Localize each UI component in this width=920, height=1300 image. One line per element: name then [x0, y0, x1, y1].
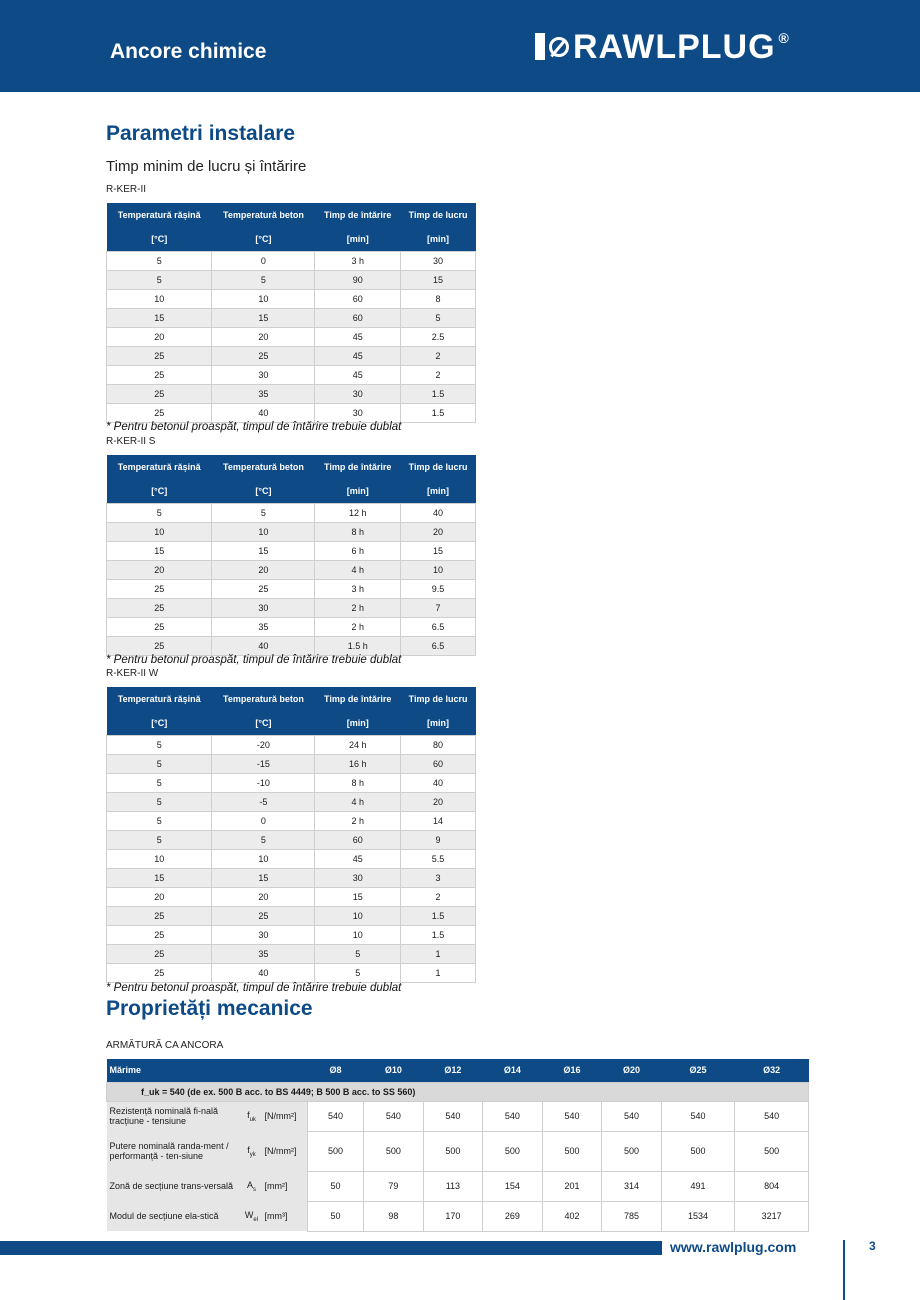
table-cell: 1 — [401, 963, 476, 982]
table-cell: 201 — [542, 1171, 602, 1201]
table-cell: 6.5 — [401, 636, 476, 655]
column-header-diameter: Ø12 — [423, 1059, 483, 1082]
table-cell: 40 — [212, 636, 315, 655]
table-cell: 2 — [401, 365, 476, 384]
table-cell: 540 — [308, 1101, 364, 1131]
table-cell: 20 — [212, 327, 315, 346]
column-header: Timp de întărire — [315, 687, 401, 711]
table-row — [107, 617, 476, 636]
table-cell: 6.5 — [401, 617, 476, 636]
table-cell: 35 — [212, 944, 315, 963]
table-cell: 8 h — [315, 522, 401, 541]
column-header-size: Mărime — [107, 1059, 308, 1082]
table-cell: 60 — [401, 754, 476, 773]
table-cell: 2 h — [315, 811, 401, 830]
table-cell: 500 — [661, 1131, 735, 1171]
table-cell: 79 — [364, 1171, 424, 1201]
table-cell: 0 — [212, 811, 315, 830]
table-cell: 30 — [212, 598, 315, 617]
table-row — [107, 270, 476, 289]
table-cell: 4 h — [315, 792, 401, 811]
table-cell: 15 — [315, 887, 401, 906]
table-cell: 60 — [315, 830, 401, 849]
column-unit: [min] — [315, 479, 401, 503]
table-row — [107, 1171, 809, 1201]
property-symbol: $f_{uk}$ — [239, 1101, 265, 1131]
table-cell: 30 — [212, 365, 315, 384]
table-row — [107, 792, 476, 811]
table-cell: -10 — [212, 773, 315, 792]
table-row — [107, 830, 476, 849]
table-cell: 98 — [364, 1201, 424, 1231]
table-cell: 2 h — [315, 617, 401, 636]
section-title-mechanical: Proprietăți mecanice — [106, 997, 313, 1020]
table-cell: 10 — [315, 906, 401, 925]
table-cell: 40 — [212, 403, 315, 422]
table-cell: 10 — [401, 560, 476, 579]
table-cell: 402 — [542, 1201, 602, 1231]
table-row — [107, 1201, 809, 1231]
table-cell: 25 — [107, 906, 212, 925]
property-description: Modul de secțiune ela-stică — [107, 1201, 239, 1231]
table-cell: 540 — [423, 1101, 483, 1131]
column-header: Temperatură beton — [212, 687, 315, 711]
table-cell: 15 — [212, 541, 315, 560]
table-cell: 20 — [107, 560, 212, 579]
table-cell: 5 — [107, 773, 212, 792]
table-cell: 5 — [107, 811, 212, 830]
table-cell: 5 — [107, 251, 212, 270]
table-cell: 35 — [212, 617, 315, 636]
column-header-diameter: Ø14 — [483, 1059, 543, 1082]
table-cell: 1.5 — [401, 906, 476, 925]
table-cell: 15 — [107, 308, 212, 327]
table-cell: 540 — [602, 1101, 662, 1131]
column-unit: [°C] — [212, 227, 315, 251]
property-unit: [N/mm²] — [265, 1101, 308, 1131]
table-cell: 8 h — [315, 773, 401, 792]
table-cell: 2 h — [315, 598, 401, 617]
property-symbol: $f_{yk}$ — [239, 1131, 265, 1171]
table-cell: 5 — [212, 270, 315, 289]
table-cell: 5 — [107, 270, 212, 289]
column-unit: [min] — [401, 711, 476, 735]
column-header: Timp de lucru — [401, 203, 476, 227]
table-cell: 25 — [212, 906, 315, 925]
column-header: Temperatură beton — [212, 455, 315, 479]
fresh-concrete-note: * Pentru betonul proaspăt, timpul de întărire trebuie dublat — [106, 982, 402, 994]
logo-registered: ® — [778, 30, 790, 46]
column-unit: [min] — [315, 227, 401, 251]
table-row — [107, 251, 476, 270]
table-cell: 20 — [212, 887, 315, 906]
table-cell: 15 — [107, 868, 212, 887]
table-cell: 25 — [107, 636, 212, 655]
table-cell: 540 — [364, 1101, 424, 1131]
table-cell: 15 — [401, 270, 476, 289]
table-row — [107, 963, 476, 982]
table-cell: 1.5 — [401, 925, 476, 944]
column-header: Timp de lucru — [401, 455, 476, 479]
table-cell: 3 h — [315, 251, 401, 270]
table-cell: 1.5 — [401, 384, 476, 403]
table-cell: -20 — [212, 735, 315, 754]
column-header: Temperatură beton — [212, 203, 315, 227]
table-cell: 491 — [661, 1171, 735, 1201]
table-cell: 5 — [212, 830, 315, 849]
table-cell: 9 — [401, 830, 476, 849]
column-unit: [min] — [401, 227, 476, 251]
table-cell: 10 — [212, 522, 315, 541]
table-cell: 8 — [401, 289, 476, 308]
column-header: Timp de întărire — [315, 203, 401, 227]
table-row — [107, 598, 476, 617]
property-symbol: $W_{el}$ — [239, 1201, 265, 1231]
table-cell: 30 — [315, 403, 401, 422]
cure-time-table — [106, 687, 476, 983]
table-row — [107, 522, 476, 541]
table-cell: 4 h — [315, 560, 401, 579]
table-row — [107, 541, 476, 560]
table-cell: 10 — [107, 849, 212, 868]
table-cell: 25 — [107, 598, 212, 617]
table-row — [107, 503, 476, 522]
table-cell: 25 — [107, 617, 212, 636]
table-cell: 25 — [107, 579, 212, 598]
cure-time-table — [106, 203, 476, 423]
page-header — [0, 0, 920, 92]
logo-circle-icon — [549, 37, 569, 57]
column-header-diameter: Ø32 — [735, 1059, 809, 1082]
table-cell: 35 — [212, 384, 315, 403]
table-cell: 10 — [212, 849, 315, 868]
table-row — [107, 365, 476, 384]
column-unit: [min] — [401, 479, 476, 503]
table-row — [107, 849, 476, 868]
property-description: Rezistență nominală fi-nală tracțiune - tensiune — [107, 1101, 239, 1131]
column-header-diameter: Ø10 — [364, 1059, 424, 1082]
table-row — [107, 1131, 809, 1171]
table-row — [107, 346, 476, 365]
table-row — [107, 906, 476, 925]
table-cell: 500 — [364, 1131, 424, 1171]
table-cell: 540 — [483, 1101, 543, 1131]
column-header: Temperatură rășină — [107, 687, 212, 711]
footer-divider — [843, 1240, 845, 1300]
table-cell: 20 — [212, 560, 315, 579]
table-cell: 45 — [315, 346, 401, 365]
table-cell: 1.5 — [401, 403, 476, 422]
table-cell: 60 — [315, 289, 401, 308]
table-cell: 25 — [107, 963, 212, 982]
table-cell: 40 — [401, 773, 476, 792]
table-cell: 10 — [107, 522, 212, 541]
fresh-concrete-note: * Pentru betonul proaspăt, timpul de întărire trebuie dublat — [106, 421, 402, 433]
column-header-diameter: Ø25 — [661, 1059, 735, 1082]
column-header-diameter: Ø20 — [602, 1059, 662, 1082]
table-cell: 5 — [315, 944, 401, 963]
table-cell: 5 — [212, 503, 315, 522]
mechanical-properties-table — [106, 1059, 809, 1232]
table-row — [107, 925, 476, 944]
table-row — [107, 560, 476, 579]
table-cell: 500 — [423, 1131, 483, 1171]
table-cell: 500 — [542, 1131, 602, 1171]
table-cell: 500 — [602, 1131, 662, 1171]
column-header-diameter: Ø8 — [308, 1059, 364, 1082]
table-row — [107, 887, 476, 906]
logo-text: RAWLPLUG — [573, 28, 776, 66]
table-cell: 500 — [483, 1131, 543, 1171]
mechanical-table-label: ARMĂTURĂ CA ANCORA — [106, 1040, 224, 1051]
table-cell: 5 — [107, 735, 212, 754]
table-cell: 0 — [212, 251, 315, 270]
table-cell: 20 — [107, 327, 212, 346]
table-cell: 314 — [602, 1171, 662, 1201]
table-cell: 2 — [401, 346, 476, 365]
table-cell: 2 — [401, 887, 476, 906]
column-header: Temperatură rășină — [107, 455, 212, 479]
table-cell: 5 — [107, 830, 212, 849]
table-cell: 40 — [401, 503, 476, 522]
table-row — [107, 868, 476, 887]
table-cell: 25 — [107, 925, 212, 944]
table-row — [107, 308, 476, 327]
table-cell: 45 — [315, 327, 401, 346]
table-cell: 45 — [315, 849, 401, 868]
table-row — [107, 327, 476, 346]
table-cell: -5 — [212, 792, 315, 811]
table-cell: 20 — [401, 792, 476, 811]
property-description: Zonă de secțiune trans-versală — [107, 1171, 239, 1201]
table-row — [107, 1101, 809, 1131]
column-unit: [°C] — [212, 479, 315, 503]
table-cell: 5 — [315, 963, 401, 982]
property-unit: [N/mm²] — [265, 1131, 308, 1171]
rawlplug-logo — [535, 28, 790, 67]
table-cell: 269 — [483, 1201, 543, 1231]
table-cell: 25 — [107, 944, 212, 963]
table-cell: 3 h — [315, 579, 401, 598]
table-cell: 5 — [107, 792, 212, 811]
column-header: Timp de lucru — [401, 687, 476, 711]
table-cell: 24 h — [315, 735, 401, 754]
cure-table-label: R-KER-II — [106, 184, 146, 195]
cure-time-table — [106, 455, 476, 656]
table-cell: 40 — [212, 963, 315, 982]
table-cell: 20 — [107, 887, 212, 906]
table-cell: 5.5 — [401, 849, 476, 868]
footer-url-link[interactable]: www.rawlplug.com — [670, 1239, 797, 1255]
property-symbol: $A_s$ — [239, 1171, 265, 1201]
table-cell: 90 — [315, 270, 401, 289]
table-cell: 500 — [735, 1131, 809, 1171]
table-row — [107, 579, 476, 598]
table-cell: 10 — [212, 289, 315, 308]
table-cell: 50 — [308, 1201, 364, 1231]
table-row — [107, 289, 476, 308]
table-cell: 80 — [401, 735, 476, 754]
table-cell: 45 — [315, 365, 401, 384]
table-cell: 540 — [542, 1101, 602, 1131]
table-row — [107, 384, 476, 403]
table-cell: 1534 — [661, 1201, 735, 1231]
table-cell: 25 — [107, 403, 212, 422]
table-cell: 15 — [212, 308, 315, 327]
table-cell: 6 h — [315, 541, 401, 560]
column-unit: [°C] — [107, 227, 212, 251]
table-cell: 1 — [401, 944, 476, 963]
table-cell: 3 — [401, 868, 476, 887]
table-cell: 20 — [401, 522, 476, 541]
footer-bar — [0, 1241, 662, 1255]
table-cell: 15 — [401, 541, 476, 560]
table-cell: 15 — [107, 541, 212, 560]
table-cell: 154 — [483, 1171, 543, 1201]
column-unit: [°C] — [107, 711, 212, 735]
table-cell: 50 — [308, 1171, 364, 1201]
table-cell: 30 — [315, 868, 401, 887]
table-cell: 15 — [212, 868, 315, 887]
logo-bar-icon — [535, 33, 545, 60]
property-unit: [mm³] — [265, 1201, 308, 1231]
table-cell: 10 — [315, 925, 401, 944]
table-row — [107, 754, 476, 773]
table-cell: 7 — [401, 598, 476, 617]
table-cell: 25 — [212, 346, 315, 365]
cure-table-label: R-KER-II S — [106, 436, 156, 447]
table-cell: 30 — [212, 925, 315, 944]
table-cell: 60 — [315, 308, 401, 327]
section-subtitle: Timp minim de lucru și întărire — [106, 158, 307, 175]
column-unit: [°C] — [107, 479, 212, 503]
column-unit: [°C] — [212, 711, 315, 735]
table-cell: 30 — [401, 251, 476, 270]
table-cell: 25 — [107, 346, 212, 365]
table-cell: 5 — [107, 503, 212, 522]
column-unit: [min] — [315, 711, 401, 735]
page-number: 3 — [869, 1239, 876, 1253]
table-row — [107, 403, 476, 422]
property-unit: [mm²] — [265, 1171, 308, 1201]
column-header: Temperatură rășină — [107, 203, 212, 227]
table-cell: 1.5 h — [315, 636, 401, 655]
table-cell: -15 — [212, 754, 315, 773]
table-row — [107, 636, 476, 655]
table-cell: 25 — [107, 365, 212, 384]
table-cell: 170 — [423, 1201, 483, 1231]
fuk-note: f_uk = 540 (de ex. 500 B acc. to BS 4449; B 500 B acc. to SS 560) — [107, 1082, 809, 1101]
column-header: Timp de întărire — [315, 455, 401, 479]
fuk-note-row — [107, 1082, 809, 1101]
table-cell: 3217 — [735, 1201, 809, 1231]
table-cell: 10 — [107, 289, 212, 308]
column-header-diameter: Ø16 — [542, 1059, 602, 1082]
table-cell: 5 — [401, 308, 476, 327]
table-cell: 5 — [107, 754, 212, 773]
table-row — [107, 735, 476, 754]
table-cell: 16 h — [315, 754, 401, 773]
table-cell: 25 — [212, 579, 315, 598]
property-description: Putere nominală randa-ment / performanță - ten-siune — [107, 1131, 239, 1171]
table-row — [107, 773, 476, 792]
table-row — [107, 944, 476, 963]
table-cell: 12 h — [315, 503, 401, 522]
table-cell: 113 — [423, 1171, 483, 1201]
table-cell: 9.5 — [401, 579, 476, 598]
table-row — [107, 811, 476, 830]
table-cell: 14 — [401, 811, 476, 830]
table-cell: 804 — [735, 1171, 809, 1201]
header-title: Ancore chimice — [110, 40, 267, 63]
table-cell: 540 — [661, 1101, 735, 1131]
table-cell: 2.5 — [401, 327, 476, 346]
table-cell: 785 — [602, 1201, 662, 1231]
table-cell: 25 — [107, 384, 212, 403]
table-cell: 30 — [315, 384, 401, 403]
table-cell: 500 — [308, 1131, 364, 1171]
table-cell: 540 — [735, 1101, 809, 1131]
cure-table-label: R-KER-II W — [106, 668, 159, 679]
section-title-installation: Parametri instalare — [106, 122, 296, 145]
fresh-concrete-note: * Pentru betonul proaspăt, timpul de întărire trebuie dublat — [106, 654, 402, 666]
